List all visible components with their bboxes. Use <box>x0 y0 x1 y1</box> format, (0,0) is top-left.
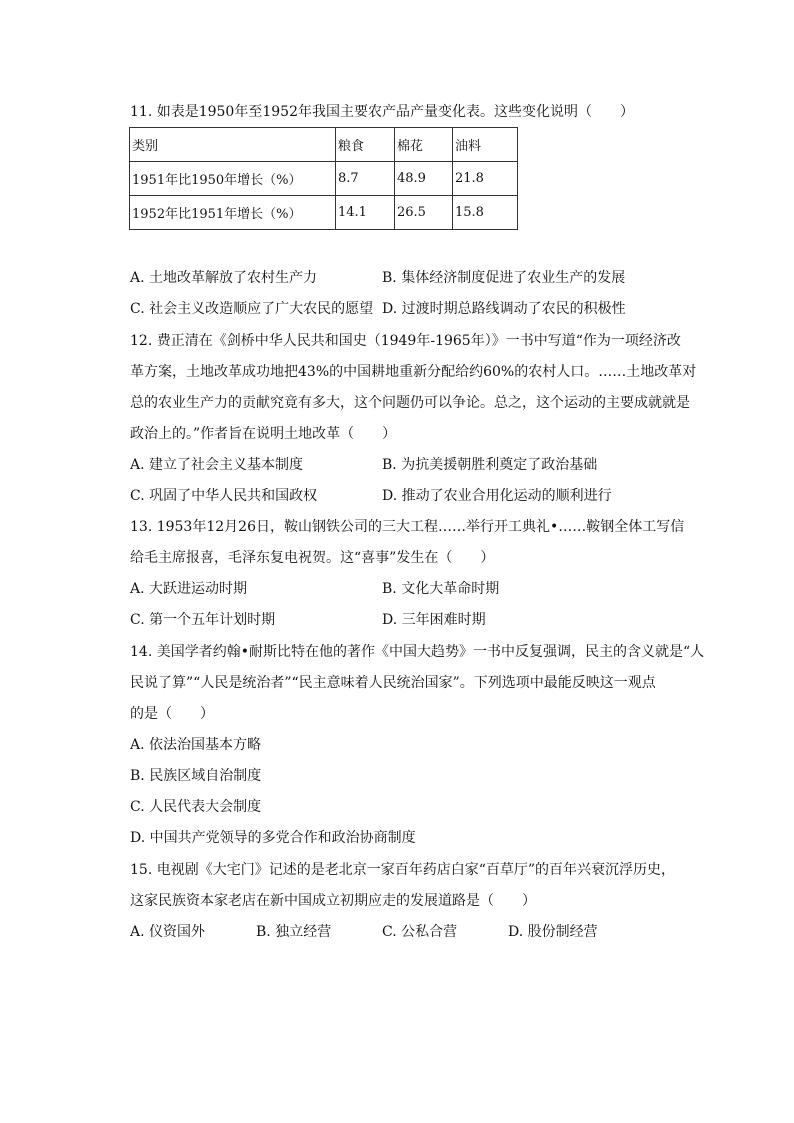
question-12 <box>130 326 697 512</box>
question-13 <box>130 512 694 636</box>
table-cell: 1951年比1950年增长（%） <box>130 162 336 196</box>
option-c[interactable]: C. 巩固了中华人民共和国政权 <box>130 488 318 504</box>
table-row <box>130 162 518 196</box>
option-b[interactable]: B. 集体经济制度促进了农业生产的发展 <box>382 270 626 286</box>
question-11-options <box>130 263 694 325</box>
question-15-line: 这家民族资本家老店在新中国成立初期应走的发展道路是（ ） <box>130 893 536 909</box>
table-header-cell: 棉花 <box>395 128 453 162</box>
question-14 <box>130 637 705 854</box>
option-c[interactable]: C. 人民代表大会制度 <box>130 799 262 815</box>
question-14-line: 14. 美国学者约翰•耐斯比特在他的著作《中国大趋势》一书中反复强调，民主的含义就是“人 <box>130 644 705 660</box>
question-13-line: 13. 1953年12月26日，鞍山钢铁公司的三大工程……举行开工典礼•……鞍钢全体工写信 <box>130 519 685 535</box>
question-15 <box>130 855 694 948</box>
option-a[interactable]: A. 大跃进运动时期 <box>130 581 248 597</box>
option-c[interactable]: C. 第一个五年计划时期 <box>130 612 276 628</box>
table-cell: 26.5 <box>395 196 453 230</box>
option-b[interactable]: B. 为抗美援朝胜利奠定了政治基础 <box>382 457 598 473</box>
table-row <box>130 196 518 230</box>
table-header-cell: 油料 <box>453 128 518 162</box>
option-d[interactable]: D. 推动了农业合用化运动的顺利进行 <box>382 488 612 504</box>
option-d[interactable]: D. 过渡时期总路线调动了农民的积极性 <box>382 301 626 317</box>
question-13-line: 给毛主席报喜，毛泽东复电祝贺。这“喜事”发生在（ ） <box>130 550 495 566</box>
option-a[interactable]: A. 仪资国外 <box>130 924 206 940</box>
table-cell: 15.8 <box>453 196 518 230</box>
question-12-line: 政治上的。”作者旨在说明土地改革（ ） <box>130 426 397 442</box>
option-c[interactable]: C. 社会主义改造顺应了广大农民的愿望 <box>130 301 374 317</box>
question-12-line: 总的农业生产力的贡献究竟有多大，这个问题仍可以争论。总之，这个运动的主要成就就是 <box>130 395 690 411</box>
table-cell: 8.7 <box>336 162 395 196</box>
question-15-line: 15. 电视剧《大宅门》记述的是老北京一家百年药店白家“百草厅”的百年兴衰沉浮历史， <box>130 862 676 878</box>
question-12-line: 12. 费正清在《剑桥中华人民共和国史（1949年-1965年）》一书中写道“作为一项经济改 <box>130 333 681 349</box>
question-14-line: 民说了算”“人民是统治者”“民主意味着人民统治国家”。下列选项中最能反映这一观点 <box>130 675 656 691</box>
table-header-row <box>130 128 518 162</box>
question-11 <box>130 97 694 128</box>
table-header-cell: 粮食 <box>336 128 395 162</box>
table-cell: 1952年比1951年增长（%） <box>130 196 336 230</box>
option-b[interactable]: B. 文化大革命时期 <box>382 581 500 597</box>
question-12-line: 革方案，土地改革成功地把43%的中国耕地重新分配给约60%的农村人口。……土地改革对 <box>130 364 697 380</box>
option-a[interactable]: A. 土地改革解放了农村生产力 <box>130 270 318 286</box>
question-14-line: 的是（ ） <box>130 706 214 722</box>
option-b[interactable]: B. 独立经营 <box>256 924 332 940</box>
option-d[interactable]: D. 中国共产党领导的多党合作和政治协商制度 <box>130 830 416 846</box>
option-d[interactable]: D. 三年困难时期 <box>382 612 486 628</box>
table-cell: 48.9 <box>395 162 453 196</box>
table-header-cell: 类别 <box>130 128 336 162</box>
question-11-stem: 11. 如表是1950年至1952年我国主要农产品产量变化表。这些变化说明（ ） <box>130 104 634 120</box>
option-a[interactable]: A. 建立了社会主义基本制度 <box>130 457 304 473</box>
table-cell: 14.1 <box>336 196 395 230</box>
option-d[interactable]: D. 股份制经营 <box>508 924 598 940</box>
table-cell: 21.8 <box>453 162 518 196</box>
option-b[interactable]: B. 民族区域自治制度 <box>130 768 262 784</box>
option-a[interactable]: A. 依法治国基本方略 <box>130 737 262 753</box>
production-table <box>129 127 518 230</box>
option-c[interactable]: C. 公私合营 <box>382 924 458 940</box>
